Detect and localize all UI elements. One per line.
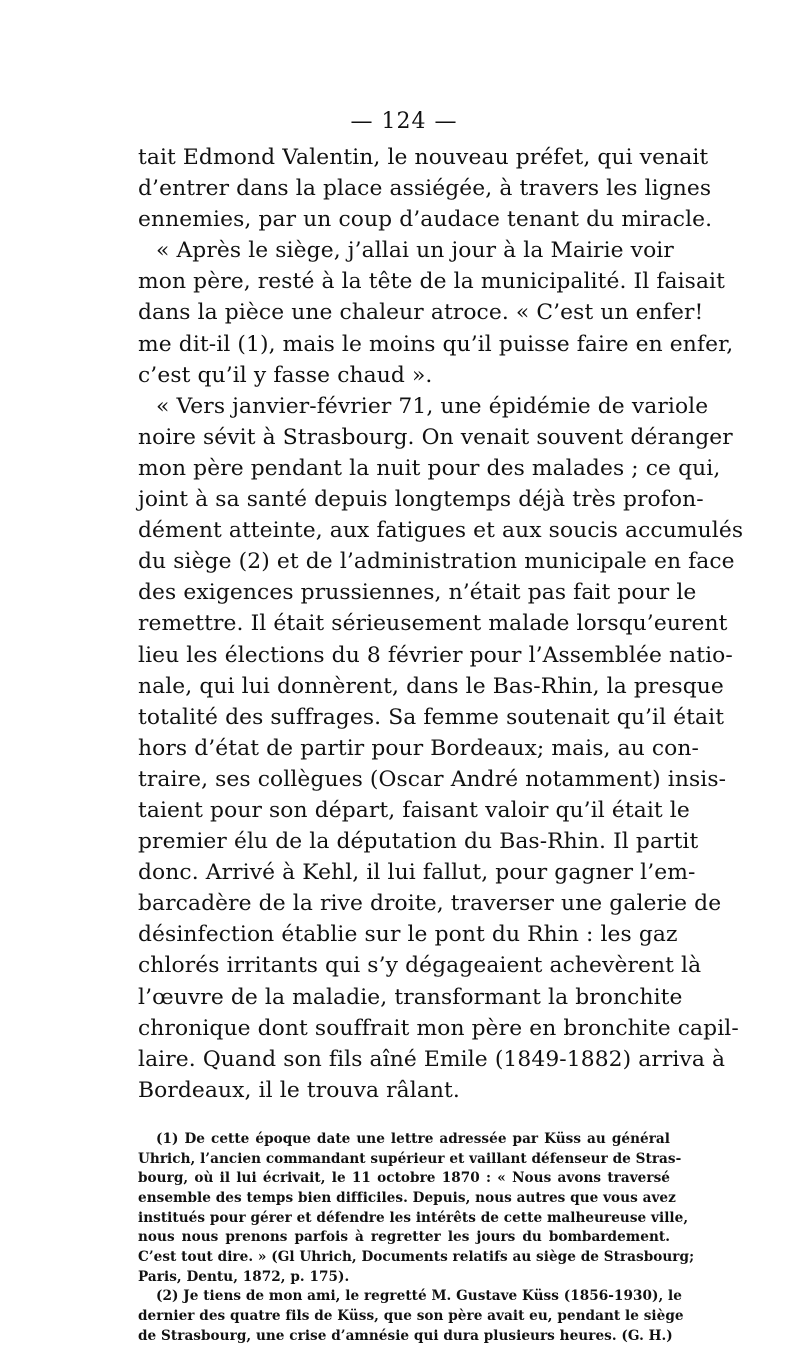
body-line: Bordeaux, il le trouva râlant. [138,1077,460,1103]
body-line: dans la pièce une chaleur atroce. « C’est un enfer! [138,300,704,326]
body-line: barcadère de la rive droite, traverser une galerie de [138,891,722,917]
footnote-line: ensemble des temps bien difficiles. Depuis, nous autres que vous avez [138,1189,676,1206]
footnote-line: nous nous prenons parfois à regretter les jours du bombardement. [138,1229,670,1246]
body-line: des exigences prussiennes, n’était pas fait pour le [138,580,697,606]
footnotes [138,1130,695,1346]
body-line: ennemies, par un coup d’audace tenant du miracle. [138,207,713,233]
body-line: hors d’état de partir pour Bordeaux; mais, au con- [138,735,699,761]
body-line: chronique dont souffrait mon père en bronchite capil- [138,1015,739,1041]
body-line: donc. Arrivé à Kehl, il lui fallut, pour gagner l’em- [138,860,696,886]
body-line: me dit-il (1), mais le moins qu’il puisse faire en enfer, [138,331,734,357]
footnote-line: bourg, où il lui écrivait, le 11 octobre 1870 : « Nous avons traversé [138,1170,670,1187]
body-line: « Vers janvier-février 71, une épidémie de variole [156,393,709,419]
body-line: noire sévit à Strasbourg. On venait souvent déranger [138,424,733,450]
body-line: nale, qui lui donnèrent, dans le Bas-Rhin, la presque [138,673,724,699]
body-line: dément atteinte, aux fatigues et aux soucis accumulés [138,518,744,544]
body-line: lieu les élections du 8 février pour l’Assemblée natio- [138,642,733,668]
page-number: — 124 — [350,109,458,134]
body-line: taient pour son départ, faisant valoir qu’il était le [138,797,690,823]
footnote-line: Uhrich, l’ancien commandant supérieur et vaillant défenseur de Stras- [138,1150,682,1167]
footnote-line: (1) De cette époque date une lettre adressée par Küss au général [156,1130,670,1147]
body-line: totalité des suffrages. Sa femme soutenait qu’il était [138,704,725,730]
footnote-line: (2) Je tiens de mon ami, le regretté M. Gustave Küss (1856-1930), le [156,1288,682,1305]
body-line: c’est qu’il y fasse chaud ». [138,362,433,388]
body-line: laire. Quand son fils aîné Emile (1849-1882) arriva à [138,1046,726,1072]
footnote-line: dernier des quatre fils de Küss, que son père avait eu, pendant le siège [138,1308,684,1325]
body-line: remettre. Il était sérieusement malade lorsqu’eurent [138,611,728,637]
body-line: d’entrer dans la place assiégée, à travers les lignes [138,176,712,202]
body-line: « Après le siège, j’allai un jour à la Mairie voir [156,238,674,264]
body-line: joint à sa santé depuis longtemps déjà très profon- [138,487,704,513]
footnote-line: Paris, Dentu, 1872, p. 175). [138,1268,350,1285]
body-line: tait Edmond Valentin, le nouveau préfet, qui venait [138,145,709,170]
body-line: traire, ses collègues (Oscar André notamment) insis- [138,766,727,792]
body-line: premier élu de la députation du Bas-Rhin. Il partit [138,829,699,855]
footnote-line: C’est tout dire. » (Gl Uhrich, Documents relatifs au siège de Strasbourg; [138,1249,695,1266]
footnote-line: de Strasbourg, une crise d’amnésie qui dura plusieurs heures. (G. H.) [138,1327,673,1344]
body-line: mon père, resté à la tête de la municipalité. Il faisait [138,269,725,295]
body-line: l’œuvre de la maladie, transformant la bronchite [138,984,683,1010]
body-line: chlorés irritants qui s’y dégageaient achevèrent là [138,953,702,979]
footnote-line: institués pour gérer et défendre les intérêts de cette malheureuse ville, [138,1209,689,1226]
body-line: mon père pendant la nuit pour des malades ; ce qui, [138,455,721,481]
body-line: désinfection établie sur le pont du Rhin : les gaz [138,922,678,948]
book-page [138,108,744,1346]
body-text [138,142,744,1106]
body-line: du siège (2) et de l’administration municipale en face [138,549,735,575]
